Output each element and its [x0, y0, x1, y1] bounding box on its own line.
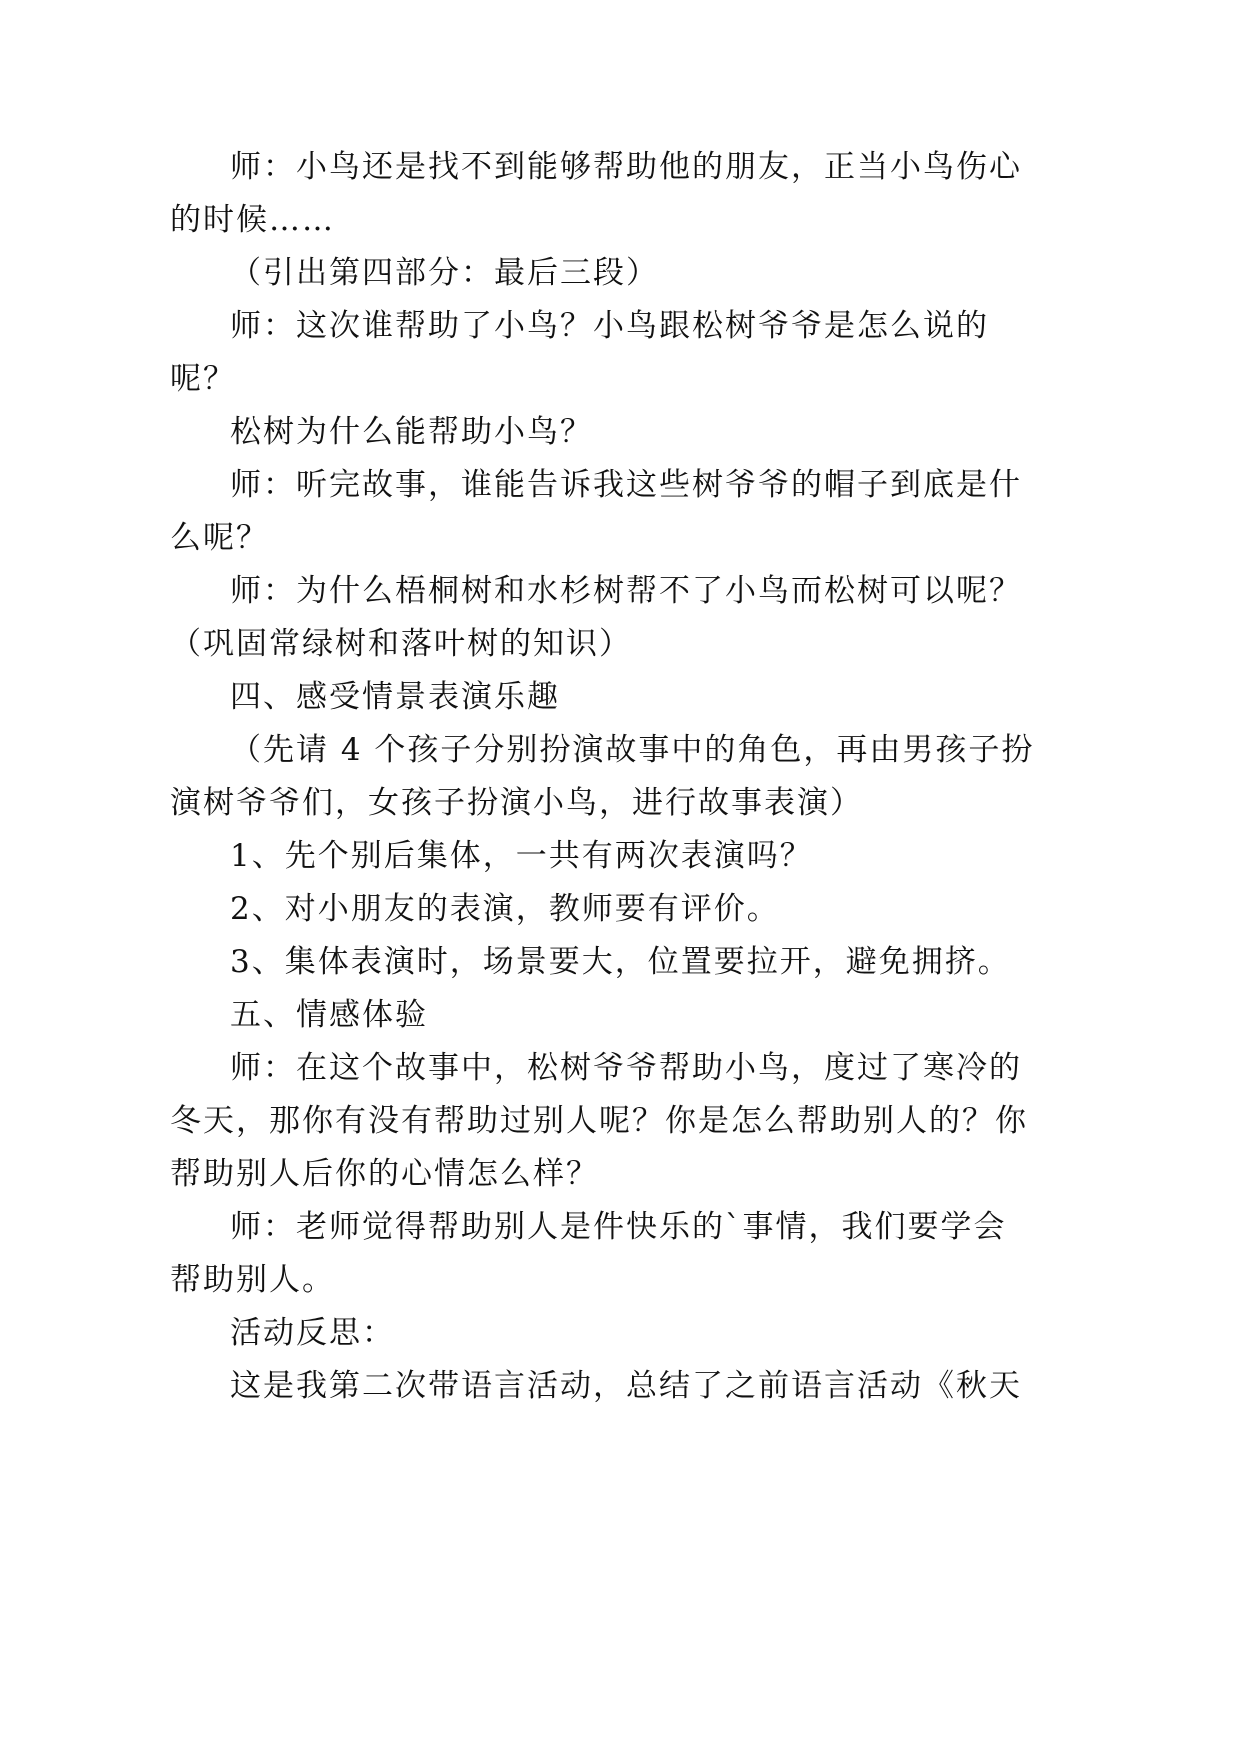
text-line: 演树爷爷们，女孩子扮演小鸟，进行故事表演）	[170, 785, 863, 821]
text-line: 师：这次谁帮助了小鸟？小鸟跟松树爷爷是怎么说的	[230, 308, 989, 344]
text-line: 2、对小朋友的表演，教师要有评价。	[230, 891, 780, 927]
text-line: 么呢？	[170, 520, 269, 556]
text-line: 师：老师觉得帮助别人是件快乐的`事情，我们要学会	[230, 1209, 1007, 1245]
text-line: （先请 4 个孩子分别扮演故事中的角色，再由男孩子扮	[230, 732, 1035, 768]
text-line: 冬天，那你有没有帮助过别人呢？你是怎么帮助别人的？你	[170, 1103, 1028, 1139]
text-line: 这是我第二次带语言活动，总结了之前语言活动《秋天	[230, 1368, 1022, 1404]
text-line: 活动反思：	[230, 1315, 395, 1351]
text-line: 四、感受情景表演乐趣	[230, 679, 560, 715]
text-line: 师：在这个故事中，松树爷爷帮助小鸟，度过了寒冷的	[230, 1050, 1022, 1086]
text-line: 五、情感体验	[230, 997, 428, 1033]
text-line: 师：为什么梧桐树和水杉树帮不了小鸟而松树可以呢？	[230, 573, 1022, 609]
text-line: （引出第四部分：最后三段）	[230, 255, 659, 291]
text-line: 师：小鸟还是找不到能够帮助他的朋友，正当小鸟伤心	[230, 149, 1022, 185]
text-line: 的时候……	[170, 202, 335, 238]
text-line: 呢？	[170, 361, 236, 397]
text-line: 帮助别人。	[170, 1262, 335, 1298]
text-line: 3、集体表演时，场景要大，位置要拉开，避免拥挤。	[230, 944, 1011, 980]
text-line: （巩固常绿树和落叶树的知识）	[170, 626, 632, 662]
text-line: 师：听完故事，谁能告诉我这些树爷爷的帽子到底是什	[230, 467, 1022, 503]
text-line: 1、先个别后集体，一共有两次表演吗？	[230, 838, 813, 874]
text-line: 帮助别人后你的心情怎么样？	[170, 1156, 599, 1192]
text-line: 松树为什么能帮助小鸟？	[230, 414, 593, 450]
